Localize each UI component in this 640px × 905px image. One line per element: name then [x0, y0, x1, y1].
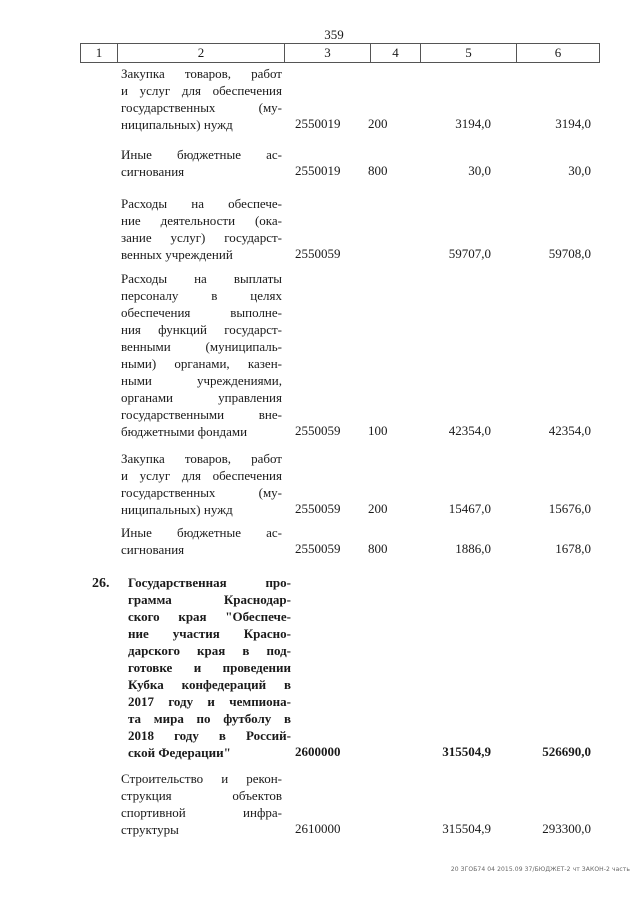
description-line: сигнования	[121, 164, 185, 179]
header-col-2: 2	[117, 44, 284, 62]
description-line: венных учреждений	[121, 247, 233, 262]
row-code: 2550059	[295, 423, 341, 438]
description-line: ниципальных) нужд	[121, 117, 233, 132]
description-line: ние участия Красно-	[128, 626, 291, 641]
footer-text: 20 ЗГОБ74 04 2015.09 37/БЮДЖЕТ-2 чт ЗАКОН-2 часть	[450, 866, 630, 873]
row-expense-type: 200	[368, 116, 388, 131]
description-line: та мира по футболу в	[128, 711, 291, 726]
description-line: Кубка конфедераций в	[128, 677, 291, 692]
description-line: Расходы на обеспече-	[121, 196, 282, 211]
row-code: 2550019	[295, 116, 341, 131]
row-description	[121, 770, 282, 838]
row-description	[121, 524, 282, 558]
row-value-col5: 3194,0	[455, 116, 491, 131]
description-line: структуры	[121, 822, 179, 837]
description-line: спортивной инфра-	[121, 805, 282, 820]
description-line: струкция объектов	[121, 788, 282, 803]
description-line: ными) органами, казен-	[121, 356, 282, 371]
description-line: и услуг для обеспечения	[121, 83, 282, 98]
table-header	[80, 43, 600, 63]
description-line: Закупка товаров, работ	[121, 66, 282, 81]
row-code: 2550059	[295, 246, 341, 261]
header-col-4: 4	[370, 44, 420, 62]
description-line: персоналу в целях	[121, 288, 282, 303]
row-code: 2550019	[295, 163, 341, 178]
description-line: государственными вне-	[121, 407, 282, 422]
row-code: 2550059	[295, 501, 341, 516]
description-line: Государственная про-	[128, 575, 291, 590]
header-col-6: 6	[516, 44, 600, 62]
description-line: дарского края в под-	[128, 643, 291, 658]
description-line: обеспечения выполне-	[121, 305, 282, 320]
row-value-col5: 59707,0	[448, 246, 491, 261]
row-expense-type: 800	[368, 541, 388, 556]
row-description	[121, 450, 282, 518]
row-expense-type: 800	[368, 163, 388, 178]
description-line: ние деятельности (ока-	[121, 213, 282, 228]
row-value-col5: 15467,0	[448, 501, 491, 516]
header-col-5: 5	[420, 44, 516, 62]
row-expense-type: 100	[368, 423, 388, 438]
row-value-col6: 42354,0	[548, 423, 591, 438]
row-expense-type: 200	[368, 501, 388, 516]
description-line: ского края "Обеспече-	[128, 609, 291, 624]
description-line: государственных (му-	[121, 485, 282, 500]
description-line: 2018 году в Россий-	[128, 728, 291, 743]
description-line: Расходы на выплаты	[121, 271, 282, 286]
page-number: 359	[324, 27, 344, 42]
description-line: Строительство и рекон-	[121, 771, 282, 786]
description-line: венными (муниципаль-	[121, 339, 282, 354]
row-value-col6: 526690,0	[542, 744, 591, 759]
description-line: сигнования	[121, 542, 185, 557]
description-line: бюджетными фондами	[121, 424, 248, 439]
row-description	[121, 146, 282, 180]
row-value-col6: 15676,0	[548, 501, 591, 516]
row-code: 2550059	[295, 541, 341, 556]
row-value-col5: 30,0	[468, 163, 491, 178]
description-line: органами управления	[121, 390, 282, 405]
description-line: Иные бюджетные ас-	[121, 147, 282, 162]
row-value-col5: 315504,9	[442, 744, 491, 759]
row-value-col5: 42354,0	[448, 423, 491, 438]
description-line: ской Федерации"	[128, 745, 231, 760]
row-value-col5: 1886,0	[455, 541, 491, 556]
row-value-col6: 30,0	[568, 163, 591, 178]
row-value-col6: 59708,0	[548, 246, 591, 261]
description-line: ния функций государст-	[121, 322, 282, 337]
row-description	[121, 65, 282, 133]
description-line: 2017 году и чемпиона-	[128, 694, 291, 709]
row-value-col5: 315504,9	[442, 821, 491, 836]
description-line: государственных (му-	[121, 100, 282, 115]
row-code: 2610000	[295, 821, 341, 836]
description-line: грамма Краснодар-	[128, 592, 291, 607]
row-description	[128, 574, 291, 761]
header-col-3: 3	[284, 44, 370, 62]
header-col-1: 1	[80, 44, 117, 62]
description-line: Закупка товаров, работ	[121, 451, 282, 466]
row-value-col6: 1678,0	[555, 541, 591, 556]
row-value-col6: 3194,0	[555, 116, 591, 131]
row-description	[121, 195, 282, 263]
description-line: зание услуг) государст-	[121, 230, 282, 245]
row-code: 2600000	[295, 744, 341, 759]
description-line: Иные бюджетные ас-	[121, 525, 282, 540]
row-description	[121, 270, 282, 440]
description-line: ными учреждениями,	[121, 373, 282, 388]
row-number: 26.	[92, 576, 110, 591]
row-value-col6: 293300,0	[542, 821, 591, 836]
description-line: и услуг для обеспечения	[121, 468, 282, 483]
description-line: ниципальных) нужд	[121, 502, 233, 517]
description-line: готовке и проведении	[128, 660, 291, 675]
